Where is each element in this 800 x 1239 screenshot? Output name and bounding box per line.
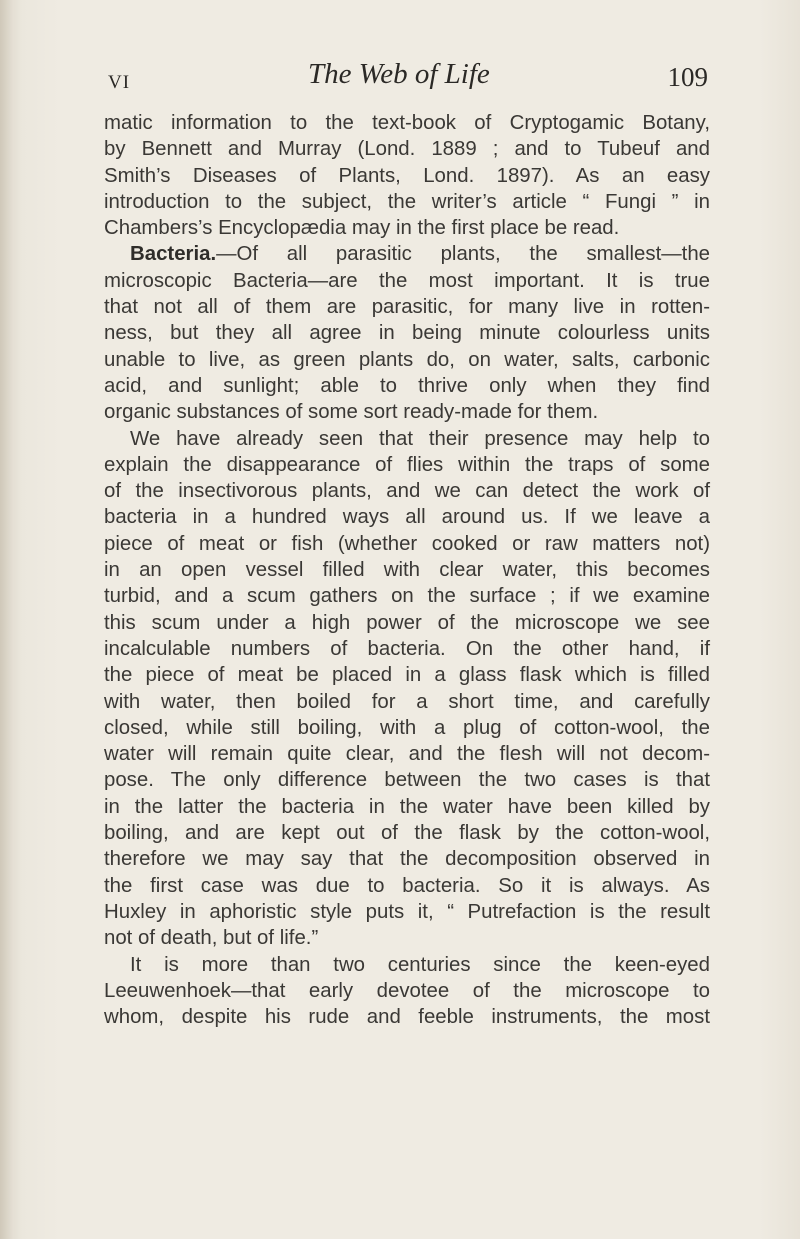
- text-line: pose. The only difference between the two cases is that: [104, 769, 710, 792]
- text-line: We have already seen that their presence may help to: [130, 427, 710, 450]
- text-line: unable to live, as green plants do, on water, salts, carbonic: [104, 348, 710, 371]
- text-line: introduction to the subject, the writer’s article “ Fungi ” in: [104, 190, 710, 213]
- text-line: water will remain quite clear, and the flesh will not decom-: [104, 743, 710, 766]
- text-line: Huxley in aphoristic style puts it, “ Putrefaction is the result: [104, 900, 710, 923]
- text-line: by Bennett and Murray (Lond. 1889 ; and to Tubeuf and: [104, 138, 710, 161]
- text-line-with-side-heading: [104, 241, 710, 267]
- text-line-content: —Of all parasitic plants, the smallest—the: [216, 243, 710, 266]
- text-line: Smith’s Diseases of Plants, Lond. 1897). As an easy: [104, 164, 710, 187]
- text-line: acid, and sunlight; able to thrive only when they find: [104, 374, 710, 397]
- text-line: ness, but they all agree in being minute colourless units: [104, 322, 710, 345]
- text-line: whom, despite his rude and feeble instruments, the most: [104, 1006, 710, 1029]
- text-line: this scum under a high power of the microscope we see: [104, 611, 710, 634]
- text-line: with water, then boiled for a short time, and carefully: [104, 690, 710, 713]
- text-line: that not all of them are parasitic, for many live in rotten-: [104, 296, 710, 319]
- running-title: The Web of Life: [308, 58, 490, 90]
- text-line: of the insectivorous plants, and we can detect the work of: [104, 480, 710, 503]
- page-gutter: [0, 0, 14, 1239]
- text-line: incalculable numbers of bacteria. On the other hand, if: [104, 637, 710, 660]
- text-line: turbid, and a scum gathers on the surface ; if we examine: [104, 585, 710, 608]
- side-heading-bacteria: Bacteria.: [130, 243, 217, 266]
- running-header: [108, 58, 712, 98]
- text-line: in an open vessel filled with clear water, this becomes: [104, 559, 710, 582]
- text-line: organic substances of some sort ready-made for them.: [104, 401, 599, 424]
- text-line: Chambers’s Encyclopædia may in the first place be read.: [104, 217, 620, 240]
- text-line: piece of meat or fish (whether cooked or raw matters not): [104, 532, 710, 555]
- text-line: not of death, but of life.”: [104, 927, 319, 950]
- text-line: the piece of meat be placed in a glass flask which is filled: [104, 664, 710, 687]
- text-line: closed, while still boiling, with a plug of cotton-wool, the: [104, 716, 710, 739]
- text-line: microscopic Bacteria—are the most important. It is true: [104, 269, 710, 292]
- text-line: boiling, and are kept out of the flask by the cotton-wool,: [104, 822, 710, 845]
- text-line: the first case was due to bacteria. So it is always. As: [104, 874, 710, 897]
- chapter-number: VI: [108, 72, 131, 93]
- text-line: bacteria in a hundred ways all around us. If we leave a: [104, 506, 710, 529]
- text-line: in the latter the bacteria in the water have been killed by: [104, 795, 710, 818]
- page-number: 109: [667, 62, 708, 92]
- text-line: Leeuwenhoek—that early devotee of the microscope to: [104, 979, 710, 1002]
- text-line: therefore we may say that the decomposition observed in: [104, 848, 710, 871]
- text-line: It is more than two centuries since the keen-eyed: [130, 953, 710, 976]
- body-text: [104, 110, 710, 1030]
- text-line: matic information to the text-book of Cryptogamic Botany,: [104, 112, 710, 134]
- text-line: explain the disappearance of flies within the traps of some: [104, 453, 710, 476]
